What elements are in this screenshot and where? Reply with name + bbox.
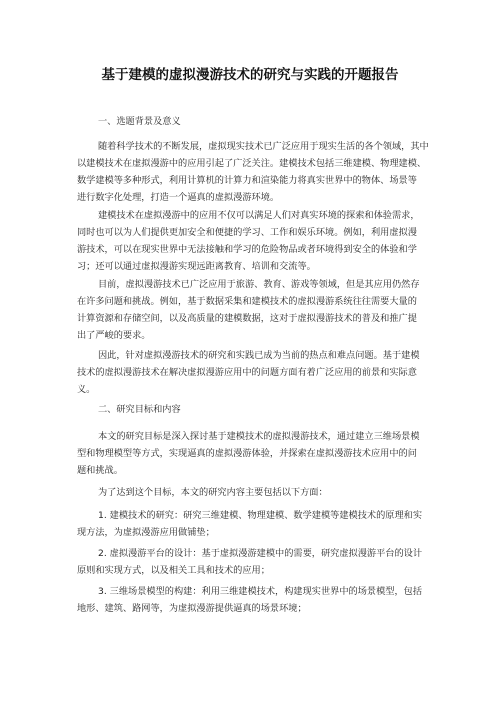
text-line: 原则和实现方式，以及相关工具和技术的应用； [77,565,270,576]
paragraph [77,484,425,501]
text-line: 为了达到这个目标，本文的研究内容主要包括以下方面： [98,487,328,498]
text-line: 地形、建筑、路网等，为虚拟漫游提供逼真的场景环境； [77,603,307,614]
text-line: 进行数字化处理，打造一个逼真的虚拟漫游环境。 [77,192,280,203]
text-line: 3. 三维场景模型的构建：利用三维建模技术，构建现实世界中的场景模型，包括 [98,586,423,597]
paragraph [77,428,425,479]
paragraph [77,347,425,398]
section-heading-objectives: 二、研究目标和内容 [98,404,181,415]
text-line: 数学建模等多种形式，利用计算机的计算力和渲染能力将真实世界中的物体、场景等 [77,175,417,186]
text-line: 1. 建模技术的研究：研究三维建模、物理建模、数学建模等建模技术的原理和实 [98,510,423,521]
text-line: 计算资源和存储空间，以及高质量的建模数据，这对于虚拟漫游技术的普及和推广提 [77,313,417,324]
paragraph [77,138,429,206]
text-line: 技术的虚拟漫游技术在解决虚拟漫游应用中的问题方面有着广泛应用的前景和实际意 [77,367,417,378]
document-title: 基于建模的虚拟漫游技术的研究与实践的开题报告 [101,67,399,83]
text-line: 以建模技术在虚拟漫游中的应用引起了广泛关注。建模技术包括三维建模、物理建模、 [77,158,427,169]
text-line: 习；还可以通过虚拟漫游实现远距离教育、培训和交流等。 [77,261,316,272]
text-line: 同时也可以为人们提供更加安全和便捷的学习、工作和娱乐环境。例如，利用虚拟漫 [77,227,417,238]
text-line: 因此，针对虚拟漫游技术的研究和实践已成为当前的热点和难点问题。基于建模 [98,350,420,361]
text-line: 义。 [77,384,96,395]
text-line: 型和物理模型等方式，实现逼真的虚拟漫游体验，并探索在虚拟漫游技术应用中的问 [77,448,417,459]
text-line: 在许多问题和挑战。例如，基于数据采集和建模技术的虚拟漫游系统往往需要大量的 [77,296,417,307]
text-line: 2. 虚拟漫游平台的设计：基于虚拟漫游建模中的需要，研究虚拟漫游平台的设计 [98,548,423,559]
paragraph [77,276,425,344]
section-heading-background: 一、选题背景及意义 [98,116,181,127]
text-line: 游技术，可以在现实世界中无法接触和学习的危险物品或者环境得到安全的体验和学 [77,244,417,255]
list-item [77,507,425,541]
paragraph [77,207,425,275]
text-line: 本文的研究目标是深入探讨基于建模技术的虚拟漫游技术，通过建立三维场景模 [98,431,420,442]
list-item [77,583,425,617]
text-line: 目前，虚拟漫游技术已广泛应用于旅游、教育、游戏等领域，但是其应用仍然存 [98,279,420,290]
text-line: 随着科学技术的不断发展，虚拟现实技术已广泛应用于现实生活的各个领域，其中 [98,141,429,152]
text-line: 题和挑战。 [77,465,123,476]
text-line: 出了严峻的要求。 [77,330,151,341]
text-line: 建模技术在虚拟漫游中的应用不仅可以满足人们对真实环境的探索和体验需求， [98,210,420,221]
list-item [77,545,425,579]
text-line: 现方法，为虚拟漫游应用做铺垫； [77,527,215,538]
